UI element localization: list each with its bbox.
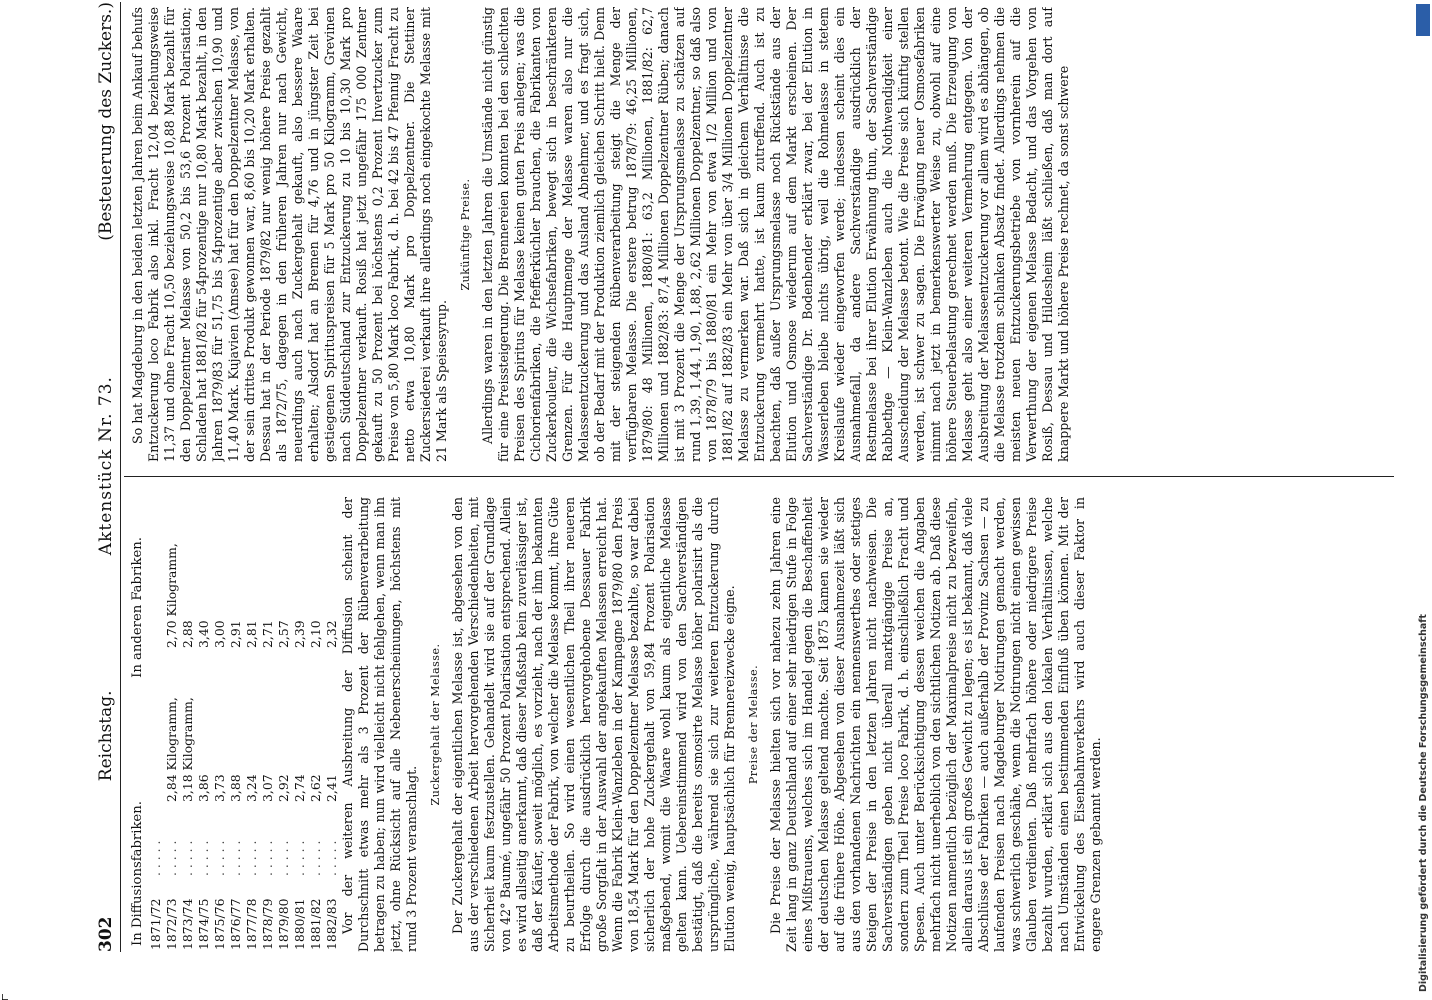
document-page: [80, 2, 1400, 952]
diffusion-value: 3,07: [260, 774, 275, 802]
year-cell: 1882/83: [324, 898, 339, 950]
diffusion-value: 3,73: [212, 774, 227, 802]
diffusion-value: 3,86: [196, 774, 211, 802]
year-cell: 1875/76: [212, 898, 227, 950]
table-row: [164, 497, 180, 952]
year-cell: 1881/82: [308, 898, 323, 950]
leader-dots: . . . . .: [324, 840, 339, 876]
diffusion-value: 3,88: [228, 774, 243, 802]
section-heading: Preise der Melasse.: [747, 664, 760, 785]
table-row: [148, 497, 164, 952]
diffusion-value: 2,41: [324, 774, 339, 802]
paragraph: Die Preise der Melasse hielten sich vor nahezu zehn Jahren eine Zeit lang in ganz Deutschland auf einer sehr niedrigen Stufe in Folge eines Mißtrauens, welches sich im Handel gegen die Beschaffenheit der deutschen Melasse geltend machte. Seit 1875 kamen sie wieder auf die frühere Höhe. Abgesehen von dieser Ausnahmezeit läßt sich aus den vorhandenen Nachrichten ein nennenswerthes oder stetiges Steigen der Preise in den letzten Jahren nicht nachweisen. Die Sachverständigen geben nicht überall marktgängige Preise an, sondern zum Theil Preise loco Fabrik, d. h. einschließlich Fracht und Spesen. Auch unter Berücksichtigung dessen weichen die Angaben mehrfach nicht unerheblich von den sichtlichen Notizen ab. Daß diese Notizen namentlich bezüglich der Maximalpreise nicht zu bezweifeln, allein daraus ist ein großes Gewicht zu legen; es ist bekannt, daß viele Abschlüsse der Fabriken — auch außerhalb der Provinz Sachsen — zu laufenden Preisen nach Magdeburger Notirungen gemacht werden, was schwerlich geschähe, wenn die Notirungen nicht einen gewissen Glauben verdienten. Daß mehrfach höhere oder niedrigere Preise bezahlt wurden, erklärt sich aus den lokalen Verhältnissen, welche nach Umständen einen bestimmenden Einfluß üben können. Mit der Entwickelung des Eisenbahnverkehrs wird auch dieser Faktor in engere Grenzen gebannt werden.: [768, 497, 1103, 952]
sugar-table: [148, 497, 340, 952]
leader-dots: . . . . .: [244, 840, 259, 876]
diffusion-value: 3,24: [244, 774, 259, 802]
diffusion-value: [148, 650, 164, 804]
table-row: [196, 497, 212, 952]
leader-dots: . . . . .: [228, 840, 243, 876]
leader-dots: . . . . .: [180, 840, 195, 876]
other-value: 2,81: [244, 620, 259, 648]
year-cell: 1874/75: [196, 898, 211, 950]
other-value: [148, 497, 164, 650]
leader-dots: . . . . .: [308, 840, 323, 876]
table-header-diffusion: In Diffusionsfabriken.: [130, 801, 145, 946]
table-row: [228, 497, 244, 952]
leader-dots: . . . . .: [196, 840, 211, 876]
paragraph: Vor der weiteren Ausbreitung der Diffusion scheint der Durchschnitt etwas mehr als 3 Prozent der Rübenverarbeitung betragen zu haben; nun wird vielleicht nicht fehlgehen, wenn man ihn jetzt, ohne Rücksicht auf alle Nebenerscheinungen, höchstens mit rund 3 Prozent veranschlagt.: [340, 497, 419, 952]
table-row: [292, 497, 308, 952]
year-cell: 1871/72: [148, 898, 163, 950]
other-value: 3,00: [212, 620, 227, 648]
diffusion-value: 2,92: [276, 774, 291, 802]
year-cell: 1880/81: [292, 898, 307, 950]
other-value: 2,91: [228, 620, 243, 648]
other-value: 2,71: [260, 620, 275, 648]
page-number: 302: [96, 916, 116, 952]
paragraph: Allerdings waren in den letzten Jahren die Umstände nicht günstig für eine Preissteigerung. Die Brennereien konnten bei den schlechten Preisen des Spiritus für Melasse keinen guten Preis anlegen; was die Cichorienfabriken, die Pfefferküchler brauchen, die Fabrikanten von Zuckerkouleur, die Wichsefabriken, bewegt sich in beschränkteren Grenzen. Für die Hauptmenge der Melasse waren also nur die Melasseentzuckerung und das Ausland Abnehmer, und es fragt sich, ob der Bedarf mit der Produktion ziemlich gleichen Schritt hielt. Denn mit der steigenden Rübenverarbeitung steigt die Menge der verfügbaren Melasse. Die erstere betrug 1878/79: 46,25 Millionen, 1879/80: 48 Millionen, 1880/81: 63,2 Millionen, 1881/82: 62,7 Millionen und 1882/83: 87,4 Millionen Doppelzentner Rüben; danach ist mit 3 Prozent die Menge der Ursprungsmelasse zu schätzen auf rund 1,39, 1,44, 1,90, 1,88, 2,62 Millionen Doppelzentner, so daß also von 1878/79 bis 1880/81 ein Mehr von etwa 1/2 Million und von 1881/82 auf 1882/83 ein Mehr von über 3/4 Millionen Doppelzentner Melasse zu vermerken war. Daß sich in gleichem Verhältnisse die Entzuckerung vermehrt hatte, ist kaum zutreffend. Auch ist zu beachten, daß außer Ursprungsmelasse noch Rückstände aus der Elution und Osmose wiederum auf dem Markt erscheinen. Der Sachverständige Dr. Bodenbender erklärt zwar, bei der Elution in Wasserleben bleibe nichts übrig, weil die Rohmelasse in stetem Kreislaufe wieder eingeworfen werde; indessen scheint dies ein Ausnahmefall, da andere Sachverständige ausdrücklich der Restmelasse bei ihrer Elution Erwähnung thun, der Sachverständige Rabbethge — Klein-Wanzleben auch die Nothwendigkeit einer Ausscheidung der Melasse betont. Wie die Preise sich künftig stellen werden, ist schwer zu sagen. Die Erwägung neuer Osmosefabriken nimmt nach jetzt in bemerkenswerter Weise zu, obwohl auf eine höhere Steuerbelastung gerechnet werden muß. Die Erzeugung von Melasse geht also einer weiteren Vermehrung entgegen. Von der Ausbreitung der Melasseentzuckerung vor allem wird es abhängen, ob die Melasse trotzdem schlanken Absatz findet. Allerdings nehmen die meisten neuen Entzuckerungsbetriebe von vornherein auf die Verwerthung der eigenen Melasse Bedacht, und das Vorgehen von Rosiß, Dessau und Hildesheim läßt schließen, daß man dort auf knappere Markt und höhere Preise rechnet, da sonst schwere: [480, 7, 1071, 462]
paragraph: Der Zuckergehalt der eigentlichen Melasse ist, abgesehen von den aus der verschiedenen Arbeit hervorgehenden Verschiedenheiten, mit Sicherheit kaum festzustellen. Gehandelt wird sie auf der Grundlage von 42° Baumé, ungefähr 50 Prozent Polarisation entsprechend. Allein es wird allseitig anerkannt, daß dieser Maßstab kein zuverlässiger ist, daß der Käufer, soweit möglich, es vorzieht, nach der ihm bekannten Arbeitsmethode der Fabrik, von welcher die Melasse kommt, ihre Güte zu beurtheilen. So wird einen wesentlichen Theil ihrer neueren Erfolge durch die ausdrücklich hervorgehobene Dessauer Fabrik große Sorgfalt in der Auswahl der angekauften Melassen erreicht hat. Wenn die Fabrik Klein-Wanzleben in der Kampagne 1879/80 den Preis von 18,54 Mark für den Doppelzentner Melasse bezahlte, so war dabei sicherlich der hohe Zuckergehalt von 59,84 Prozent Polarisation maßgebend, womit die Waare wohl kaum als eigentliche Melasse gelten kann. Uebereinstimmend wird von den Sachverständigen bestätigt, daß die bereits osmosirte Melasse höher polarisirt als die ursprüngliche, während sie sich zur weiteren Entzuckerung durch Elution wenig, hauptsächlich für Brennereizwecke eigne.: [450, 497, 737, 952]
leader-dots: . . . . .: [148, 840, 163, 876]
year-cell: 1873/74: [180, 898, 195, 950]
year-cell: 1876/77: [228, 898, 243, 950]
table-row: [244, 497, 260, 952]
paragraph: So hat Magdeburg in den beiden letzten Jahren beim Ankauf behufs Entzuckerung loco Fabrik also inkl. Fracht 12,04 beziehungsweise 11,37 und ohne Fracht 10,50 beziehungsweise 10,88 Mark bezahlt für den Doppelzentner Melasse von 50,2 bis 53,6 Prozent Polarisation; Schladen hat 1881/82 für 54prozentige nur 10,80 Mark bezahlt, in den Jahren 1879/83 für 51,75 bis 54prozentige aber zwischen 10,90 und 11,40 Mark. Kujavien (Amsee) hat für den Doppelzentner Melasse, von der sein drittes Produkt gewonnen war, 8,60 bis 10,20 Mark erhalten. Dessau hat in der Periode 1879/82 nur wenig höhere Preise gezahlt als 1872/75, dagegen in den früheren Jahren nur nach Gewicht, neuerdings auch nach Zuckergehalt gekauft, also bessere Waare erhalten; Alsdorf hat an Bremen für 4,76 und in jüngster Zeit bei gestiegenen Spirituspreisen für 5 Mark pro 50 Kilogramm, Grevinen nach Süddeutschland zur Entzuckerung zu 10 bis 10,30 Mark pro Doppelzentner verkauft. Rosiß hat jetzt ungefähr 175 000 Zentner gekauft zu 50 Prozent bei höchstens 0,2 Prozent Invertzucker zum Preise von 5,80 Mark loco Fabrik, d. h. bei 42 bis 47 Pfennig Fracht zu netto etwa 10,80 Mark pro Doppelzentner. Die Stettiner Zuckersiederei verkauft ihre allerdings noch eingekochte Melasse mit 21 Mark als Speisesyrup.: [130, 7, 449, 462]
other-value: 2,57: [276, 620, 291, 648]
diffusion-value: 3,18 Kilogramm,: [180, 697, 195, 802]
other-value: 2,32: [324, 620, 339, 648]
left-column: [130, 497, 1394, 952]
diffusion-value: 2,62: [308, 774, 323, 802]
right-column: [130, 7, 1394, 462]
leader-dots: . . . . .: [164, 840, 179, 876]
other-value: 2,39: [292, 620, 307, 648]
table-row: [180, 497, 196, 952]
column-divider: [124, 476, 1394, 477]
digitization-sidebar: [1416, 0, 1430, 1000]
other-value: 2,88: [180, 620, 195, 648]
year-cell: 1879/80: [276, 898, 291, 950]
leader-dots: . . . . .: [260, 840, 275, 876]
other-value: 2,10: [308, 620, 323, 648]
diffusion-value: 2,74: [292, 774, 307, 802]
table-row: [260, 497, 276, 952]
diffusion-value: 2,84 Kilogramm,: [164, 697, 179, 802]
digitization-credit: Digitalisierung gefördert durch die Deutsche Forschungsgemeinschaft: [1418, 614, 1429, 992]
other-value: 3,40: [196, 620, 211, 648]
other-value: 2,70 Kilogramm,: [164, 543, 179, 648]
header-left: Reichstag.: [96, 690, 116, 782]
header-title: Aktenstück Nr. 73.: [96, 376, 116, 556]
table-row: [212, 497, 228, 952]
section-heading: Zuckergehalt der Melasse.: [429, 643, 442, 806]
year-cell: 1877/78: [244, 898, 259, 950]
sugar-table-header: [130, 497, 146, 952]
year-cell: 1872/73: [164, 898, 179, 950]
table-header-other: In anderen Fabriken.: [130, 537, 145, 678]
header-rule: [120, 2, 121, 952]
corner-mark-icon: [2, 994, 8, 1000]
page-header: [80, 2, 116, 952]
leader-dots: . . . . .: [276, 840, 291, 876]
table-row: [276, 497, 292, 952]
dfg-logo-icon: [1416, 4, 1430, 36]
leader-dots: . . . . .: [212, 840, 227, 876]
table-row: [308, 497, 324, 952]
leader-dots: . . . . .: [292, 840, 307, 876]
header-right: (Besteuerung des Zuckers.): [96, 2, 116, 241]
year-cell: 1878/79: [260, 898, 275, 950]
table-row: [324, 497, 340, 952]
section-heading: Zukünftige Preise.: [459, 178, 472, 291]
